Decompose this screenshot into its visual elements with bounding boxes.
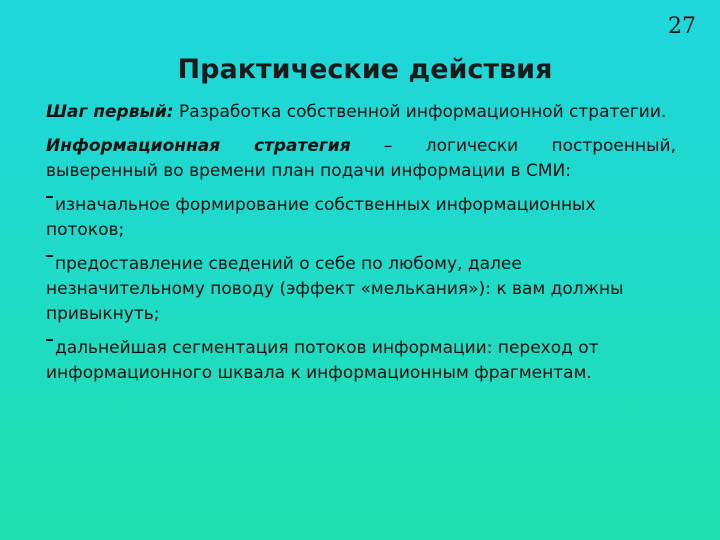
- bullet-item: [46, 336, 676, 386]
- step-paragraph: [46, 100, 676, 125]
- bullet-text: дальнейшая сегментация потоков информации: переход от информационного шквала к информационным фрагментам.: [46, 338, 599, 383]
- page-number: 27: [668, 14, 696, 39]
- definition-text: – логически построенный, выверенный во времени план подачи информации в СМИ:: [46, 136, 676, 181]
- bullet-text: предоставление сведений о себе по любому, далее незначительному поводу (эффект «мелькания»): к вам должны привыкнуть;: [46, 254, 624, 324]
- dash-bullet-icon: [46, 339, 53, 341]
- bullet-item: [46, 252, 676, 327]
- definition-paragraph: [46, 134, 676, 184]
- dash-bullet-icon: [46, 255, 53, 257]
- step-text: Разработка собственной информационной стратегии.: [173, 102, 667, 122]
- dash-bullet-icon: [46, 196, 53, 198]
- definition-lead: Информационная стратегия: [46, 136, 351, 156]
- step-lead: Шаг первый:: [46, 102, 174, 122]
- bullet-text: изначальное формирование собственных информационных потоков;: [46, 195, 596, 240]
- slide-title: Практические действия: [177, 54, 553, 85]
- bullet-item: [46, 193, 676, 243]
- slide-content: [46, 100, 676, 395]
